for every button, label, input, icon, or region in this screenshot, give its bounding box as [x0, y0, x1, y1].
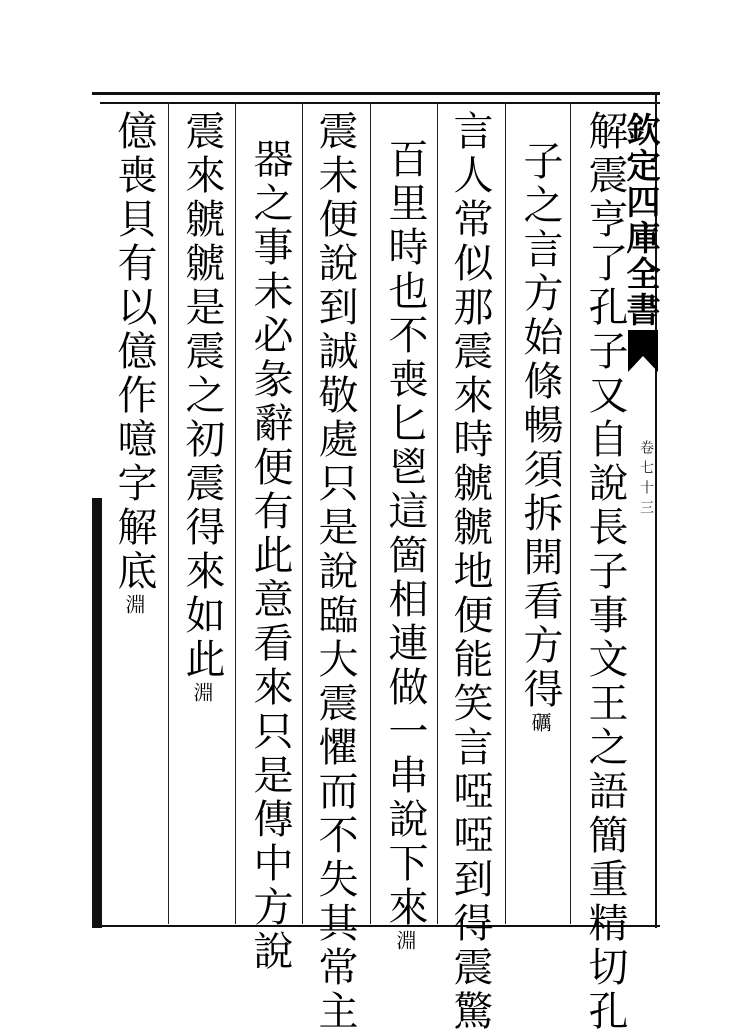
text-column-7: 震來虩虩是震之初震得來如此淵 — [179, 110, 225, 702]
text-column-4: 百里時也不喪匕鬯這箇相連做一串說下來淵 — [382, 138, 428, 950]
column-divider — [505, 102, 506, 924]
column-divider — [370, 102, 371, 924]
column-divider — [235, 102, 236, 924]
bottom-border-line — [92, 925, 660, 927]
column-divider — [437, 102, 438, 924]
annotation-mark: 淵 — [190, 682, 214, 702]
column-divider — [570, 102, 571, 924]
text-column-1: 解震亨了孔子又自說長子事文王之語簡重精切孔 — [582, 110, 628, 1034]
annotation-mark: 淵 — [122, 594, 146, 614]
book-title: 欽定四庫全書 — [620, 112, 660, 328]
text-column-8: 億喪貝有以億作噫字解底淵 — [111, 110, 157, 614]
top-border-line — [92, 92, 660, 95]
text-column-3: 言人常似那震來時虩虩地便能笑言啞啞到得震驚 — [447, 110, 493, 1034]
annotation-mark: 礪 — [528, 712, 552, 732]
fish-tail-ornament-icon — [628, 330, 658, 372]
column-divider — [168, 102, 169, 924]
top-inner-border-line — [100, 102, 660, 104]
column-divider — [302, 102, 303, 924]
volume-page-label: 卷七十三 — [638, 440, 654, 520]
text-column-5: 震未便說到誠敬處只是說臨大震懼而不失其常主 — [312, 110, 358, 1034]
left-border-bar — [92, 498, 102, 928]
text-column-2: 子之言方始條暢須拆開看方得礪 — [517, 140, 563, 732]
annotation-mark: 淵 — [393, 930, 417, 950]
text-column-6: 器之事未必彖辭便有此意看來只是傳中方說 — [247, 138, 293, 974]
